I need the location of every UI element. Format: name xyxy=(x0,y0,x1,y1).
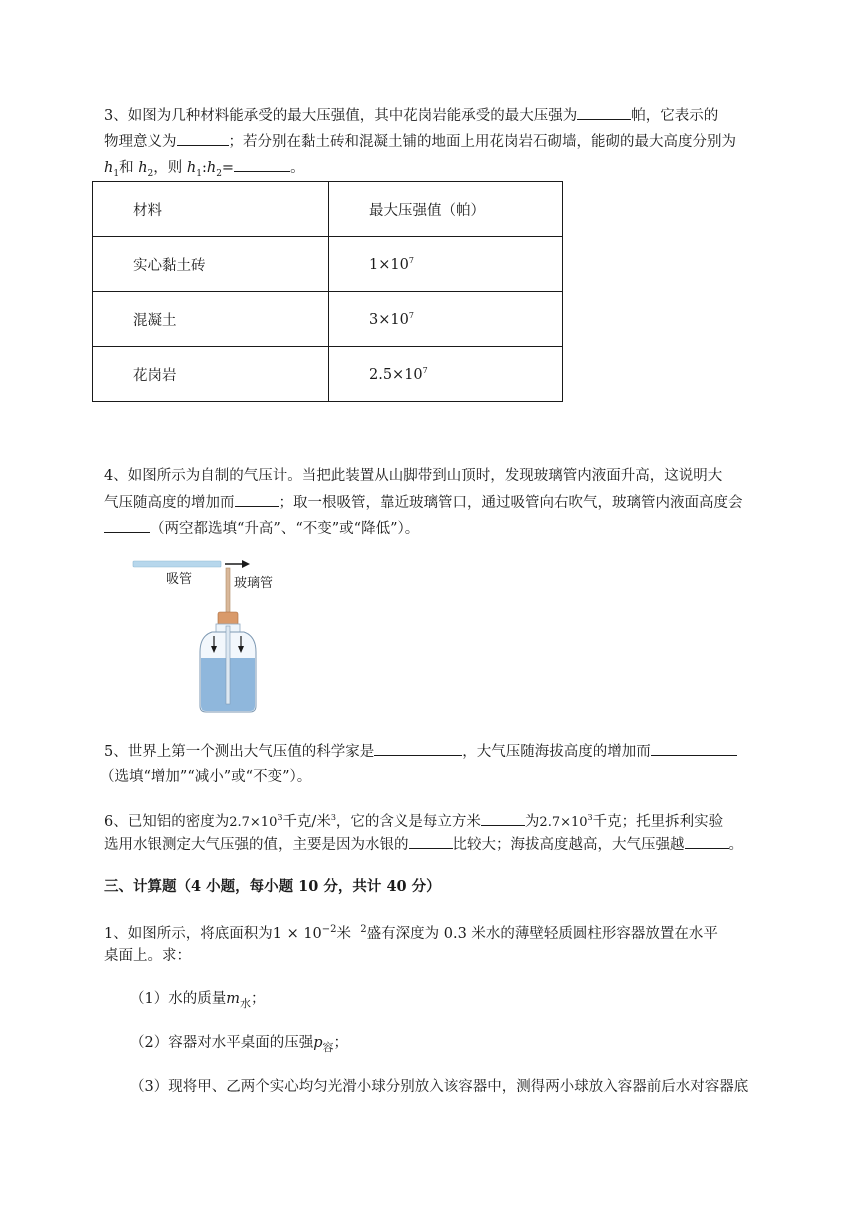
table-row xyxy=(93,237,563,292)
cell-value: $2.5\times 10^7$ xyxy=(329,347,563,402)
q3-line-3: $h_1$和 $h_2$，则 $h_1:h_2=$ 。 xyxy=(104,157,305,184)
mass-value: 2.7×10 xyxy=(539,815,588,830)
q6-text-1a: 6、已知铝的密度为 xyxy=(104,814,230,830)
q6-text-2b: 比较大；海拔高度越高，大气压强越 xyxy=(452,837,685,853)
tube-label: 玻璃管 xyxy=(234,576,274,591)
q4-text-2a: 气压随高度的增加而 xyxy=(104,495,235,511)
q3-blank-1[interactable] xyxy=(577,105,631,120)
q6-blank-3[interactable] xyxy=(685,834,729,849)
q6-text-1b: ，它的含义是每立方米 xyxy=(335,814,481,830)
q6-text-1c: 为 xyxy=(524,814,540,830)
c1-text-1b: 盛有深度为 0.3 米水的薄壁轻质圆柱形容器放置在水平 xyxy=(366,926,718,942)
c1-line-2 xyxy=(104,946,191,966)
q3-line-2 xyxy=(104,131,736,152)
table-row xyxy=(93,347,563,402)
cell-material: 实心黏土砖 xyxy=(93,237,329,292)
q6-text-2a: 选用水银测定大气压强的值，主要是因为水银的 xyxy=(104,837,409,853)
q3-text-1b: 帕，它表示的 xyxy=(631,108,719,124)
straw-shape xyxy=(133,561,221,567)
h1-symbol: h xyxy=(104,160,114,176)
materials-table xyxy=(92,181,563,402)
q3-text-1a: 3、如图为几种材料能承受的最大压强值，其中花岗岩能承受的最大压强为 xyxy=(104,108,578,124)
q6-line-2 xyxy=(104,834,743,855)
glass-tube xyxy=(226,568,230,618)
area-unit: 米 xyxy=(336,926,352,942)
straw-label: 吸管 xyxy=(166,572,193,587)
q6-line-1: 6、已知铝的密度为$2.7\times 10^3$千克/米$^3$，它的含义是每立方米 为$2.7\times 10^3$千克；托里拆利实验 xyxy=(104,813,724,830)
q4-text-2b: ；取一根吸管，靠近玻璃管口，通过吸管向右吹气，玻璃管内液面高度会 xyxy=(278,495,743,511)
header-pressure: 最大压强值（帕） xyxy=(329,182,563,237)
q4-line-2 xyxy=(104,492,743,513)
q5-blank-1[interactable] xyxy=(374,741,462,756)
cell-value: $3\times 10^7$ xyxy=(329,292,563,347)
q6-blank-1[interactable] xyxy=(481,811,525,826)
part1-text: （1）水的质量 xyxy=(130,991,227,1007)
cell-value: $1\times 10^7$ xyxy=(329,237,563,292)
q3-line-1 xyxy=(104,105,718,126)
c1-part-2: （2）容器对水平桌面的压强$p_容$； xyxy=(130,1035,349,1054)
pressure-variable: p xyxy=(313,1035,323,1051)
q4-blank-1[interactable] xyxy=(235,492,279,507)
q3-text-2a: 物理意义为 xyxy=(104,134,177,150)
density-unit: 千克/米 xyxy=(282,814,331,830)
header-material: 材料 xyxy=(93,182,329,237)
equals-sign: = xyxy=(221,160,235,176)
q3-blank-2[interactable] xyxy=(177,131,229,146)
q4-blank-2[interactable] xyxy=(104,518,150,533)
c1-text-2: 桌面上。求： xyxy=(104,948,191,964)
mass-variable: m xyxy=(226,991,240,1007)
c1-part-3 xyxy=(130,1077,748,1097)
ratio-colon: : xyxy=(201,160,207,176)
q5-line-1 xyxy=(104,741,737,762)
q3-blank-3[interactable] xyxy=(234,157,290,172)
area-value: 1 × 10 xyxy=(272,926,322,942)
q4-line-3 xyxy=(104,518,419,539)
table-header-row xyxy=(93,182,563,237)
h2-symbol: h xyxy=(138,160,148,176)
q3-text-2b: ；若分别在黏土砖和混凝土铺的地面上用花岗岩石砌墙，能砌的最大高度分别为 xyxy=(228,134,736,150)
then-text: ，则 xyxy=(153,160,183,176)
q4-text-3: （两空都选填“升高”、“不变”或“降低”）。 xyxy=(150,521,420,537)
and-text: 和 xyxy=(119,160,134,176)
ratio-h1: h xyxy=(186,160,197,176)
cell-material: 混凝土 xyxy=(93,292,329,347)
q6-text-2c: 。 xyxy=(728,837,743,853)
q6-text-1d: 千克；托里拆利实验 xyxy=(592,814,724,830)
section-heading: 三、计算题（4 小题，每小题 10 分，共计 40 分） xyxy=(104,878,441,895)
c1-line-1: 1、如图所示，将底面积为$1 \times 10^{-2}$米 $^2$盛有深度为 0.3 米水的薄壁轻质圆柱形容器放置在水平 xyxy=(104,924,718,942)
q4-text-1: 4、如图所示为自制的气压计。当把此装置从山脚带到山顶时，发现玻璃管内液面升高，这说明大 xyxy=(104,468,723,484)
part3-text: （3）现将甲、乙两个实心均匀光滑小球分别放入该容器中，测得两小球放入容器前后水对容器底 xyxy=(130,1079,749,1095)
q3-period: 。 xyxy=(290,160,305,176)
part2-text: （2）容器对水平桌面的压强 xyxy=(130,1035,314,1051)
q5-line-2 xyxy=(100,767,311,787)
q5-text-2: （选填“增加”“减小”或“不变”）。 xyxy=(100,769,312,785)
ratio-h2: h xyxy=(206,160,217,176)
table-row xyxy=(93,292,563,347)
q5-text-1b: ，大气压随海拔高度的增加而 xyxy=(462,744,651,760)
q4-line-1 xyxy=(104,466,722,486)
cell-material: 花岗岩 xyxy=(93,347,329,402)
barometer-figure xyxy=(130,556,290,718)
c1-part-1: （1）水的质量$m_水$； xyxy=(130,991,266,1010)
q5-text-1a: 5、世界上第一个测出大气压值的科学家是 xyxy=(104,744,375,760)
density-value: 2.7×10 xyxy=(229,815,278,830)
c1-text-1a: 1、如图所示，将底面积为 xyxy=(104,926,273,942)
q6-blank-2[interactable] xyxy=(409,834,453,849)
q5-blank-2[interactable] xyxy=(651,741,737,756)
